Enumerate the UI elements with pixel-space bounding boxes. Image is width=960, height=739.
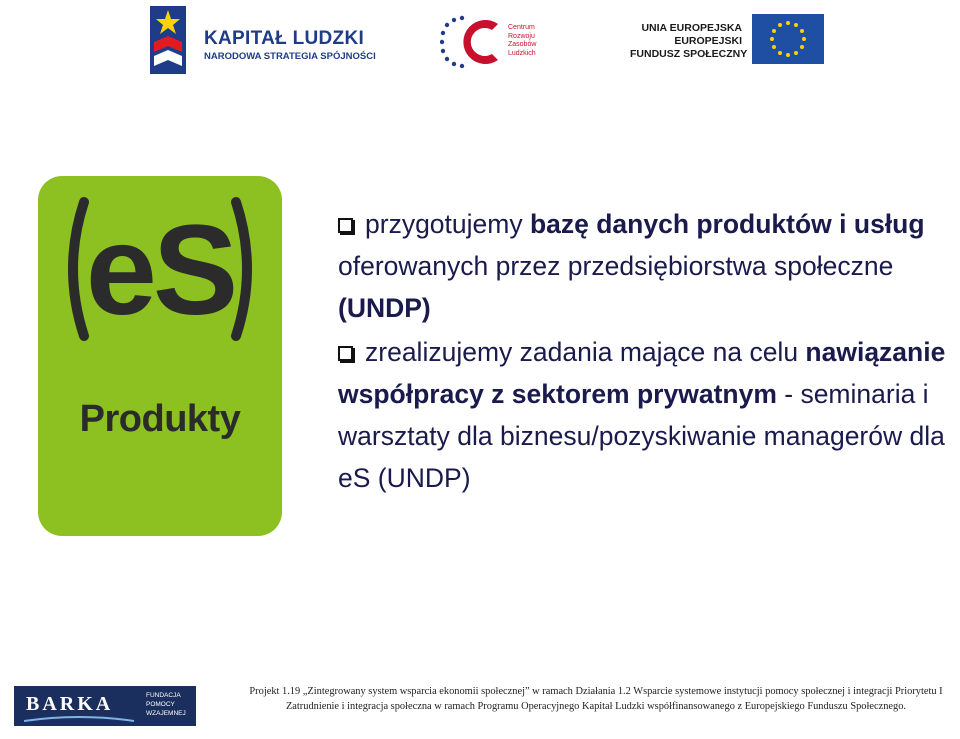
project-footnote: Projekt 1.19 „Zintegrowany system wsparcia ekonomii społecznej” w ramach Działania 1.2 Wsparcie systemowe instytucji pomocy społecznej i integracji Priorytetu I Zatrudnienie i integracja społeczna w ramach Programu Operacyjnego Kapitał Ludzki współfinansowanego z Europejskiego Funduszu Społecznego. — [249, 686, 943, 712]
kapital-ludzki-flag-icon — [148, 6, 188, 74]
kapital-ludzki-subtitle: NARODOWA STRATEGIA SPÓJNOŚCI — [204, 51, 376, 62]
unia-europejska-logo — [630, 14, 830, 70]
barka-wordmark: BARKA — [26, 693, 114, 715]
logo-bar — [0, 0, 960, 80]
barka-swoosh-icon — [24, 715, 134, 723]
eu-flag-icon — [752, 14, 824, 64]
produkty-tile — [38, 176, 282, 536]
bullet-item-1: przygotujemy bazę danych produktów i usług oferowanych przez przedsiębiorstwa społeczne (UNDP) — [338, 209, 925, 323]
barka-logo — [14, 686, 196, 726]
es-logo-mark — [58, 194, 262, 344]
kapital-ludzki-logo — [148, 6, 376, 74]
unia-europejska-text: UNIA EUROPEJSKA EUROPEJSKI FUNDUSZ SPOŁECZNY — [630, 22, 748, 60]
centrum-rozwoju-text: Centrum Rozwoju Zasobów Ludzkich — [508, 24, 537, 57]
checkbox-bullet-icon — [338, 218, 353, 233]
barka-subtitle: FUNDACJA POMOCY WZAJEMNEJ — [146, 692, 186, 717]
bullet-item-2: zrealizujemy zadania mające na celu nawiązanie współpracy z sektorem prywatnym - seminaria i warsztaty dla biznesu/pozyskiwanie managerów dla eS (UNDP) — [338, 337, 946, 493]
footer — [0, 680, 960, 739]
checkbox-bullet-icon — [338, 346, 353, 361]
kapital-ludzki-title: KAPITAŁ LUDZKI — [204, 28, 365, 49]
tile-label: Produkty — [79, 398, 241, 440]
svg-text:eS: eS — [85, 199, 235, 342]
centrum-rozwoju-logo — [440, 14, 560, 70]
content — [338, 203, 948, 499]
